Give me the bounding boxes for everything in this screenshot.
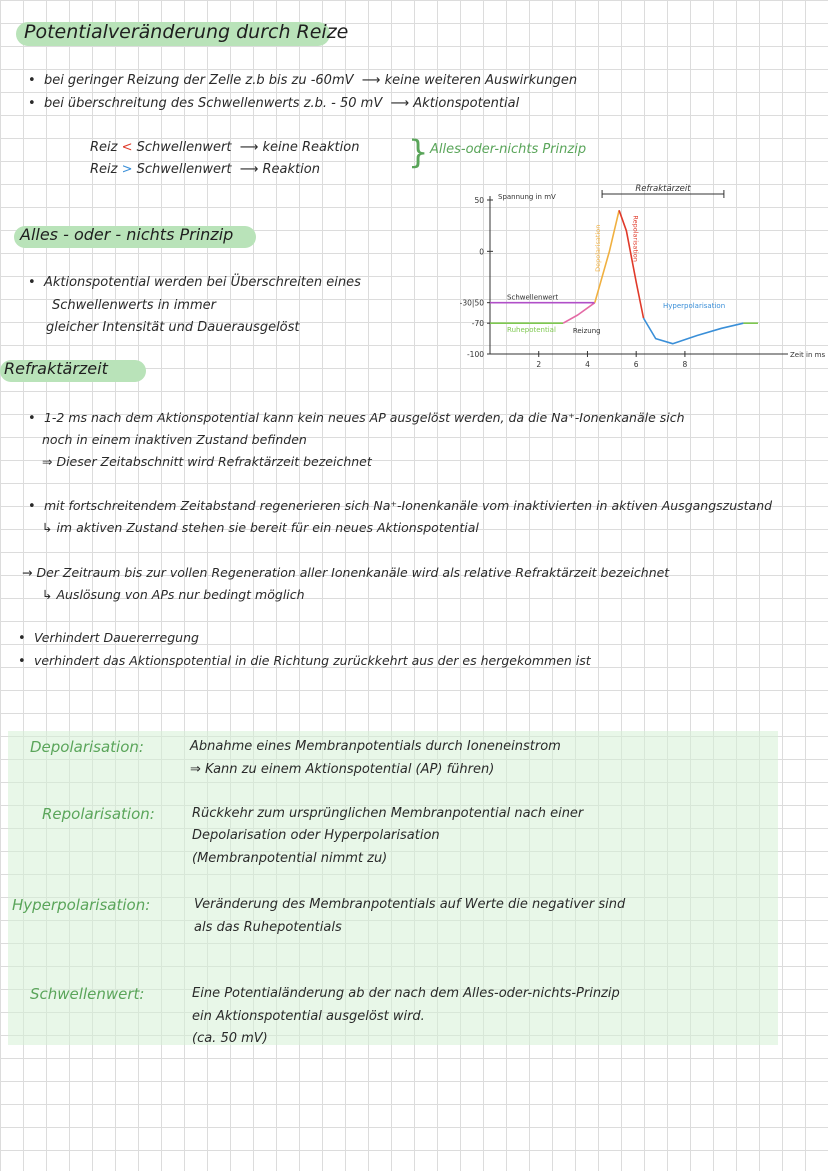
page-title: Potentialveränderung durch Reize (24, 21, 349, 43)
hook-arrow-icon: ↳ (42, 520, 57, 535)
comparison-row-2: Reiz > Schwellenwert ⟶ Reaktion (90, 162, 320, 177)
def-schwellenwert-3: (ca. 50 mV) (192, 1031, 268, 1046)
arrow-icon: ⟶ (235, 140, 263, 155)
def-repolarisation-1: Rückkehr zum ursprünglichen Membranpotential nach einer (192, 806, 584, 821)
x-tick-label: 6 (633, 360, 639, 369)
greater-than: > (121, 162, 133, 177)
hook-arrow-icon: ↳ (42, 587, 57, 602)
arrow-icon: ⟶ (357, 73, 385, 88)
refraktaer-p2-line2: ↳ im aktiven Zustand stehen sie bereit für ein neues Aktionspotential (42, 520, 479, 535)
action-potential-chart (448, 182, 826, 372)
def-hyperpolarisation-2: als das Ruhepotentials (194, 920, 342, 935)
refraktaer-p1-line3: ⇒ Dieser Zeitabschnitt wird Refraktärzeit bezeichnet (42, 454, 372, 469)
comparison-row-1: Reiz < Schwellenwert ⟶ keine Reaktion (90, 140, 360, 155)
annotation-schwellenwert: Schwellenwert (507, 293, 559, 302)
bullet-dot: • (18, 654, 34, 669)
refraktaer-bullet-1: • Verhindert Dauererregung (18, 630, 199, 646)
arrow-icon: ⟶ (386, 96, 414, 111)
refraktaer-label: Refraktärzeit (635, 184, 691, 194)
y-tick-label: -70 (471, 319, 484, 329)
refraktaer-p3-line2: ↳ Auslösung von APs nur bedingt möglich (42, 587, 305, 602)
section-title-refraktaer: Refraktärzeit (4, 359, 108, 378)
bullet-dot: • (28, 275, 44, 290)
y-tick-label: 50 (474, 196, 484, 205)
prinzip-line-2: Schwellenwerts in immer (52, 298, 216, 313)
term-repolarisation: Repolarisation: (42, 805, 155, 823)
series-line-hyper (644, 318, 744, 344)
bullet-dot: • (28, 499, 44, 514)
prinzip-line-3: gleicher Intensität und Dauerausgelöst (46, 320, 300, 335)
series-line-reizung (563, 303, 595, 324)
x-tick-label: 2 (536, 360, 542, 369)
bullet-dot: • (28, 73, 44, 88)
x-axis-label: Zeit in ms (790, 351, 826, 359)
def-hyperpolarisation-1: Veränderung des Membranpotentials auf Werte die negativer sind (194, 897, 626, 912)
term-hyperpolarisation: Hyperpolarisation: (12, 896, 151, 914)
def-repolarisation-3: (Membranpotential nimmt zu) (192, 851, 388, 866)
term-schwellenwert: Schwellenwert: (30, 985, 145, 1003)
arrow-icon: ⟶ (235, 162, 263, 177)
intro-line-2: • bei überschreitung des Schwellenwerts z.b. - 50 mV ⟶ Aktionspotential (28, 96, 520, 111)
def-repolarisation-2: Depolarisation oder Hyperpolarisation (192, 828, 440, 843)
arrow-icon: → (22, 565, 37, 580)
less-than: < (121, 140, 133, 155)
y-tick-label: -100 (466, 350, 484, 359)
refraktaer-p3-line1: → Der Zeitraum bis zur vollen Regeneration aller Ionenkanäle wird als relative Refraktärzeit bezeichnet (22, 565, 670, 580)
section-title-prinzip: Alles - oder - nichts Prinzip (20, 225, 234, 244)
refraktaer-p1-line2: noch in einem inaktiven Zustand befinden (42, 432, 307, 447)
def-depolarisation-2: ⇒ Kann zu einem Aktionspotential (AP) führen) (190, 762, 495, 777)
y-axis-label: Spannung in mV (498, 193, 556, 201)
annotation-depolarisation: Depolarisation (594, 224, 603, 272)
curly-brace-icon: } (408, 133, 429, 171)
bullet-dot: • (18, 631, 34, 646)
intro-line-1: • bei geringer Reizung der Zelle z.b bis zu -60mV ⟶ keine weiteren Auswirkungen (28, 73, 578, 88)
y-tick-label: -30|50 (459, 298, 484, 308)
def-schwellenwert-2: ein Aktionspotential ausgelöst wird. (192, 1009, 425, 1024)
annotation-ruhepotential: Ruhepotential (507, 326, 556, 335)
refraktaer-p1-line1: • 1-2 ms nach dem Aktionspotential kann kein neues AP ausgelöst werden, da die Na⁺-Ionenkanäle sich (28, 410, 685, 426)
bullet-dot: • (28, 96, 44, 111)
bullet-dot: • (28, 411, 44, 426)
comparison-label: Alles-oder-nichts Prinzip (430, 142, 587, 157)
annotation-repolarisation: Repolarisation (631, 215, 640, 262)
annotation-hyperpolarisation: Hyperpolarisation (662, 301, 726, 310)
y-tick-label: 0 (479, 247, 484, 257)
refraktaer-bullet-2: • verhindert das Aktionspotential in die Richtung zurückkehrt aus der es hergekommen ist (18, 653, 591, 669)
x-tick-label: 4 (585, 360, 590, 369)
implies-arrow-icon: ⇒ (42, 454, 57, 469)
def-depolarisation-1: Abnahme eines Membranpotentials durch Ioneneinstrom (190, 739, 561, 754)
term-depolarisation: Depolarisation: (30, 738, 144, 756)
x-tick-label: 8 (682, 360, 688, 369)
annotation-reizung: Reizung (572, 327, 601, 336)
refraktaer-p2-line1: • mit fortschreitendem Zeitabstand regenerieren sich Na⁺-Ionenkanäle vom inaktivierten in aktiven Ausgangszustand (28, 498, 773, 514)
def-schwellenwert-1: Eine Potentialänderung ab der nach dem Alles-oder-nichts-Prinzip (192, 986, 620, 1001)
prinzip-line-1: • Aktionspotential werden bei Überschreiten eines (28, 275, 361, 290)
